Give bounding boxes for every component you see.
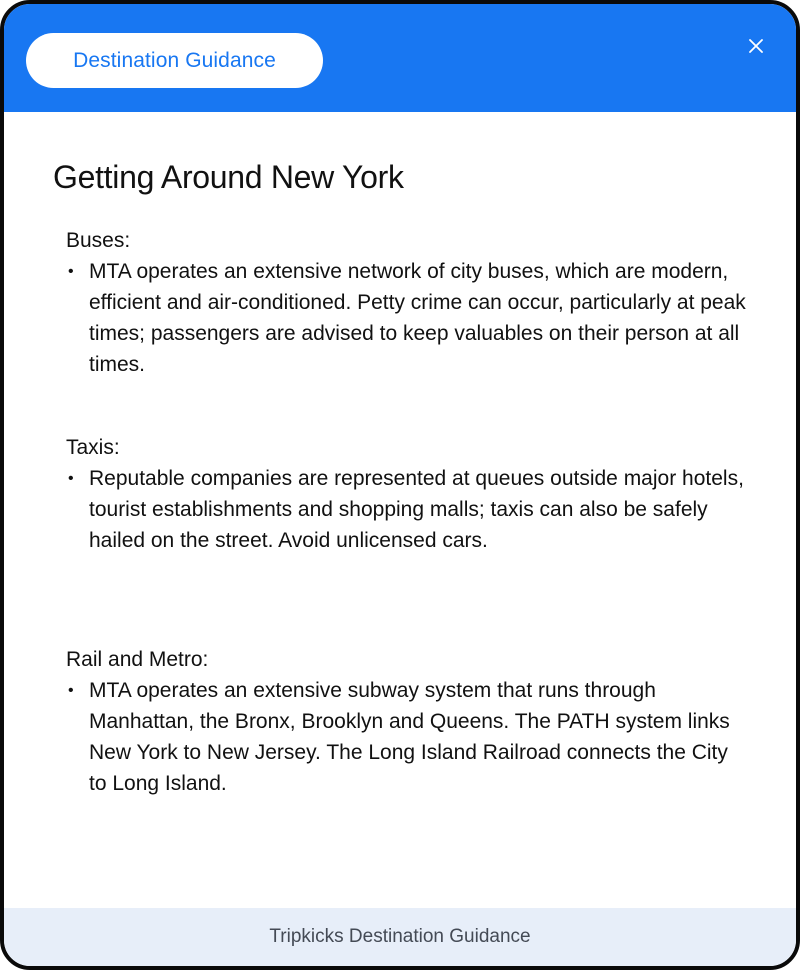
dialog-header	[4, 4, 796, 112]
dialog-content	[4, 112, 796, 912]
dialog-footer: Tripkicks Destination Guidance	[4, 908, 796, 966]
section-rail-metro	[66, 644, 746, 799]
section-buses	[66, 225, 746, 380]
section-bullet: • MTA operates an extensive subway system that runs through Manhattan, the Bronx, Brooklyn and Queens. The PATH system links New York to New Jersey. The Long Island Railroad connects the City to Long Island.	[66, 675, 746, 799]
section-bullet: • MTA operates an extensive network of city buses, which are modern, efficient and air-conditioned. Petty crime can occur, particularly at peak times; passengers are advised to keep valuables on their person at all times.	[66, 256, 746, 380]
destination-guidance-badge: Destination Guidance	[26, 33, 323, 88]
close-button[interactable]	[745, 35, 767, 57]
page-title: Getting Around New York	[53, 159, 404, 195]
section-taxis	[66, 432, 746, 556]
section-bullet: • Reputable companies are represented at queues outside major hotels, tourist establishments and shopping malls; taxis can also be safely hailed on the street. Avoid unlicensed cars.	[66, 463, 746, 556]
section-label: Taxis:	[66, 436, 120, 459]
section-label: Rail and Metro:	[66, 648, 209, 671]
section-label: Buses:	[66, 229, 131, 252]
close-icon	[745, 35, 767, 57]
